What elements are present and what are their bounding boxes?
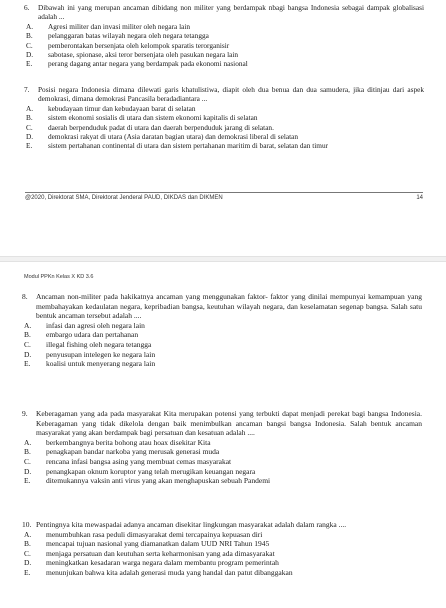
answer-option xyxy=(24,113,424,122)
answer-option xyxy=(22,350,422,360)
answer-option xyxy=(24,141,424,150)
answer-option xyxy=(22,457,422,467)
question-number: 10. xyxy=(22,520,32,529)
question-6 xyxy=(24,3,424,69)
option-letter: D. xyxy=(24,558,32,568)
option-letter: B. xyxy=(24,447,31,457)
option-text: Agresi militer dan invasi militer oleh negara lain xyxy=(48,21,191,31)
answer-option xyxy=(24,59,424,68)
option-text: pemberontakan bersenjata oleh kelompok sparatis terorganisir xyxy=(48,40,230,50)
question-stem: Posisi negara Indonesia dimana dilewati garis khatulistiwa, diapit oleh dua benua dan dua samudera, jika ditinjau dari aspek demokrasi, dimana demokrasi Pancasila beradadiantara ... xyxy=(38,85,424,104)
option-text: berkembangnya berita bohong atau hoax disekitar Kita xyxy=(46,437,211,447)
option-text: sabotase, spionase, aksi teror bersenjata oleh pasukan negara lain xyxy=(48,50,239,60)
option-letter: D. xyxy=(24,349,32,359)
option-text: kebudayaan timur dan kebudayaan barat di selatan xyxy=(48,103,196,113)
option-text: menumbuhkan rasa peduli dimasyarakat demi tercapainya kepuasan diri xyxy=(46,529,263,539)
answer-option xyxy=(22,476,422,486)
option-letter: A. xyxy=(24,437,32,447)
answer-option xyxy=(24,31,424,40)
question-number: 7. xyxy=(24,85,30,94)
option-text: meningkatkan kesadaran warga negara dalam membantu program pemerintah xyxy=(46,558,279,568)
option-letter: E. xyxy=(26,59,33,69)
option-letter: B. xyxy=(24,539,31,549)
option-letter: A. xyxy=(26,103,34,113)
answer-option xyxy=(24,123,424,132)
question-number: 6. xyxy=(24,3,30,12)
answer-option xyxy=(22,447,422,457)
page-number: 14 xyxy=(416,195,423,201)
option-text: penyusupan intelegen ke negara lain xyxy=(46,349,156,359)
option-letter: A. xyxy=(24,529,32,539)
option-letter: D. xyxy=(24,466,32,476)
answer-option xyxy=(24,104,424,113)
option-text: ditemukannya vaksin anti virus yang akan menghapuskan sebuah Pandemi xyxy=(46,476,271,486)
answer-option xyxy=(22,438,422,448)
option-text: sistem pertahanan continental di utara dan sistem pertahanan maritim di barat, selatan dan timur xyxy=(48,141,329,151)
answer-option xyxy=(22,340,422,350)
question-8 xyxy=(22,292,422,369)
question-stem: Keberagaman yang ada pada masyarakat Kita merupakan potensi yang terbukti dapat menjadi perekat bagi bangsa Indonesia. Keberagaman yang tidak dikelola dengan baik menimbulkan ancaman bangsi bangsa Indonesia. Salah bentuk ancaman masyarakat yang akan berdampak bagi persatuan dan kesatuan adalah .... xyxy=(36,409,422,438)
option-letter: C. xyxy=(26,122,33,132)
option-letter: B. xyxy=(26,31,33,41)
answer-option xyxy=(22,539,422,549)
option-text: menunjukan bahwa kita adalah generasi muda yang handal dan patut dibanggakan xyxy=(46,567,293,577)
answer-option xyxy=(24,41,424,50)
answer-option xyxy=(22,558,422,568)
answer-option xyxy=(24,22,424,31)
option-letter: E. xyxy=(24,476,31,486)
option-text: koalisi untuk menyerang negara lain xyxy=(46,359,156,369)
answer-option xyxy=(24,132,424,141)
document-page-2 xyxy=(0,262,446,608)
answer-option xyxy=(24,50,424,59)
option-letter: E. xyxy=(24,567,31,577)
option-letter: E. xyxy=(24,359,31,369)
option-letter: D. xyxy=(26,50,34,60)
page-footer xyxy=(25,192,423,201)
question-number: 9. xyxy=(22,409,28,418)
option-letter: C. xyxy=(26,40,33,50)
option-letter: A. xyxy=(24,320,32,330)
option-letter: C. xyxy=(24,548,31,558)
document-page-1 xyxy=(0,0,446,256)
option-text: mencapai tujuan nasional yang diamanatkan dalam UUD NRI Tahun 1945 xyxy=(46,539,270,549)
answer-option xyxy=(22,321,422,331)
question-10 xyxy=(22,520,422,578)
answer-option xyxy=(22,359,422,369)
question-stem: Dibawah ini yang merupan ancaman dibidang non militer yang berdampak nbagi bangsa Indonesia sebagai dampak globalisasi adalah ... xyxy=(38,3,424,22)
option-text: embargo udara dan pertahanan xyxy=(46,330,139,340)
option-letter: B. xyxy=(26,113,33,123)
option-text: penangkapan oknum koruptor yang telah merugikan keuangan negara xyxy=(46,466,256,476)
option-text: daerah berpenduduk padat di utara dan daerah berpenduduk jarang di selatan. xyxy=(48,122,274,132)
question-7 xyxy=(24,85,424,151)
option-text: demokrasi rakyat di utara (Asia daratan bagian utara) dan demokrasi liberal di selatan xyxy=(48,132,299,142)
option-text: infasi dan agresi oleh negara lain xyxy=(46,320,145,330)
option-letter: C. xyxy=(24,339,31,349)
option-letter: B. xyxy=(24,330,31,340)
option-text: rencana infasi bangsa asing yang membuat cemas masyarakat xyxy=(46,456,232,466)
answer-option xyxy=(22,568,422,578)
question-stem: Pentingnya kita mewaspadai adanya ancaman disekitar lingkungan masyarakat adalah dalam rangka .... xyxy=(36,520,347,529)
option-letter: A. xyxy=(26,21,34,31)
page-header: Modul PPKn Kelas X KD 3.6 xyxy=(24,274,94,280)
answer-option xyxy=(22,549,422,559)
option-text: sistem ekonomi sosialis di utara dan sistem ekonomi kapitalis di selatan xyxy=(48,113,258,123)
question-9 xyxy=(22,409,422,486)
option-text: menjaga persatuan dan keutuhan serta keharmonisan yang ada dimasyarakat xyxy=(46,548,275,558)
answer-option xyxy=(22,467,422,477)
option-text: illegal fishing oleh negara tetangga xyxy=(46,339,152,349)
option-text: perang dagang antar negara yang berdampak pada ekonomi nasional xyxy=(48,59,248,69)
question-stem: Ancaman non-militer pada hakikatnya ancaman yang menggunakan faktor- faktor yang dinilai mempunyai kemampuan yang membahayakan kedaulatan negara, kepribadian bangsa, keutuhan wilayah negara, dan keselamatan segenap bangsa. Salah satu bentuk ancaman tersebut adalah .... xyxy=(36,292,422,321)
footer-copyright: @2020, Direktorat SMA, Direktorat Jenderal PAUD, DIKDAS dan DIKMEN xyxy=(25,195,223,201)
answer-option xyxy=(22,330,422,340)
option-letter: D. xyxy=(26,132,34,142)
option-letter: C. xyxy=(24,456,31,466)
option-text: penagkapan bandar narkoba yang merusak generasi muda xyxy=(46,447,220,457)
option-letter: E. xyxy=(26,141,33,151)
question-number: 8. xyxy=(22,292,28,301)
answer-option xyxy=(22,530,422,540)
option-text: pelanggaran batas wilayah negara oleh negara tetangga xyxy=(48,31,209,41)
